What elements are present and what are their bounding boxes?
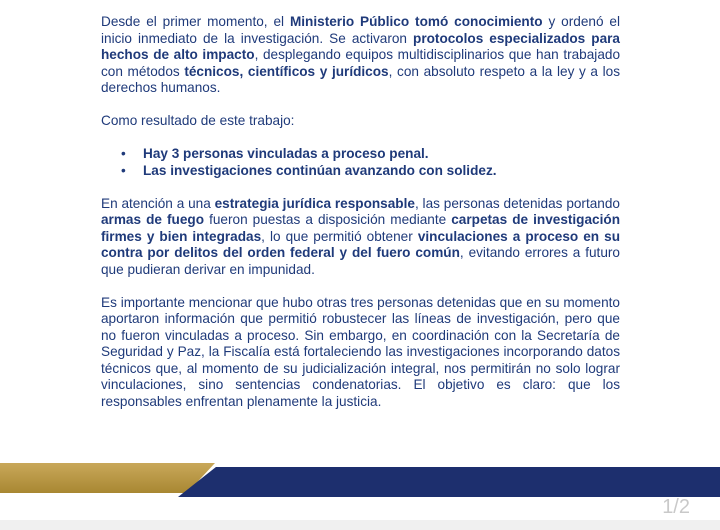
list-item <box>143 146 620 163</box>
results-list <box>101 146 620 179</box>
bold-run: técnicos, científicos y jurídicos <box>184 63 389 79</box>
bold-run: vinculaciones a proceso en su contra por delitos del orden federal y del fuero común <box>101 228 621 260</box>
text-run: y ordenó el inicio inmediato de la investigación. Se activaron <box>101 14 620 46</box>
gold-stripe <box>0 463 215 493</box>
bullet-text: Las investigaciones continúan avanzando con solidez. <box>143 162 497 178</box>
paragraph-result-intro: Como resultado de este trabajo: <box>101 113 295 128</box>
text-run: , con absoluto respeto a la ley y a los derechos humanos. <box>101 63 620 95</box>
page-number: 1/2 <box>662 496 690 518</box>
bottom-strip <box>0 520 720 530</box>
document-body <box>101 14 620 427</box>
bold-run: armas de fuego <box>101 212 205 227</box>
bold-run: carpetas de investigación firmes y bien integradas <box>101 212 620 244</box>
text-run: Desde el primer momento, el <box>101 14 290 29</box>
text-run: , lo que permitió obtener <box>261 228 418 244</box>
paragraph-intro <box>101 14 620 97</box>
bold-run: protocolos especializados para hechos de alto impacto <box>101 30 620 62</box>
text-run: fueron puestas a disposición mediante <box>204 212 452 227</box>
bullet-text: Hay 3 personas vinculadas a proceso penal. <box>143 146 429 161</box>
paragraph-legal-strategy <box>101 196 620 279</box>
text-run: , evitando errores a futuro que pudieran derivar en impunidad. <box>101 245 620 277</box>
text-run: , las personas detenidas portando <box>414 195 620 211</box>
list-item <box>143 163 620 180</box>
bold-run: Ministerio Público tomó conocimiento <box>289 14 543 29</box>
text-run: , desplegando equipos multidisciplinarios que han trabajado con métodos <box>101 47 621 79</box>
paragraph-additional-detainees: Es importante mencionar que hubo otras tres personas detenidas que en su momento aportaron información que permitió robustecer las líneas de investigación, pero que no fueron vinculadas a proceso. Sin embargo, en coordinación con la Secretaría de Seguridad y Paz, la Fiscalía está fortaleciendo las investigaciones incorporando datos técnicos que, al momento de su judicialización integral, nos permitirán no solo lograr vinculaciones, sino sentencias condenatorias. El objetivo es claro: que los responsables enfrentan plenamente la justicia. <box>101 294 620 409</box>
text-run: En atención a una <box>101 195 215 211</box>
bold-run: estrategia jurídica responsable <box>214 195 415 211</box>
footer-decorative-band <box>0 463 720 497</box>
navy-stripe <box>178 467 720 497</box>
